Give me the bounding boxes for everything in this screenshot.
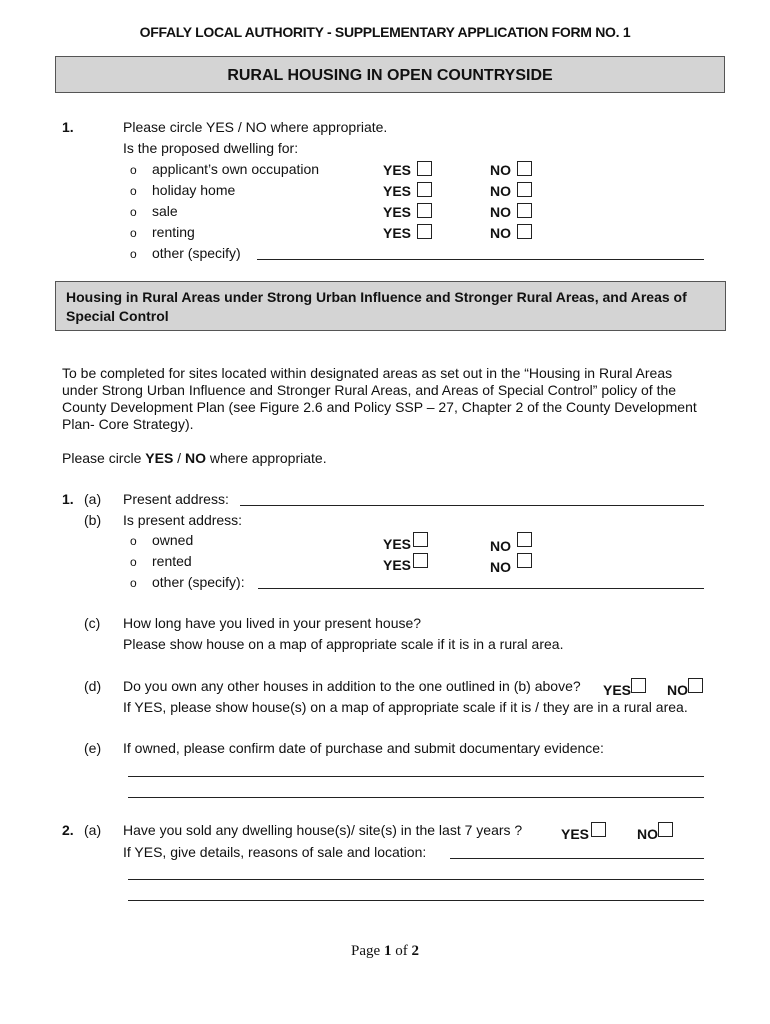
no-option[interactable]: NO — [490, 224, 532, 241]
bullet: o — [130, 576, 137, 590]
bullet: o — [130, 534, 137, 548]
item-label: owned — [152, 532, 194, 548]
no-option[interactable]: NO — [490, 161, 532, 178]
no-checkbox[interactable] — [517, 161, 532, 176]
answer-line[interactable] — [128, 900, 704, 901]
yes-option[interactable]: YES — [383, 203, 432, 220]
yes-checkbox[interactable] — [417, 203, 432, 218]
bullet: o — [130, 163, 137, 177]
sub-label: (d) — [84, 678, 102, 694]
no-checkbox[interactable] — [688, 678, 703, 693]
list-item — [130, 553, 192, 569]
yes-checkbox[interactable] — [417, 161, 432, 176]
present-address-field[interactable] — [240, 505, 704, 506]
yes-checkbox[interactable] — [631, 678, 646, 693]
no-option[interactable]: NO — [490, 532, 532, 554]
question-text: Have you sold any dwelling house(s)/ site(s) in the last 7 years ? — [123, 822, 523, 838]
no-option[interactable]: NO — [490, 203, 532, 220]
answer-line[interactable] — [128, 776, 704, 777]
question-text: How long have you lived in your present house? — [123, 615, 422, 631]
other-specify-field[interactable] — [257, 259, 704, 260]
item-label: renting — [152, 224, 195, 240]
sub-label: (c) — [84, 615, 101, 631]
question-number: 1. — [62, 491, 74, 507]
other-specify-field[interactable] — [258, 588, 704, 589]
no-option[interactable]: NO — [667, 678, 703, 698]
yes-checkbox[interactable] — [413, 532, 428, 547]
sub-label: (e) — [84, 740, 102, 756]
no-option[interactable]: NO — [490, 553, 532, 575]
answer-line[interactable] — [128, 879, 704, 880]
no-option[interactable]: NO — [637, 822, 673, 842]
bullet: o — [130, 184, 137, 198]
question-number: 2. — [62, 822, 74, 838]
yes-option[interactable]: YES — [383, 161, 432, 178]
item-label: applicant’s own occupation — [152, 161, 320, 177]
item-label: holiday home — [152, 182, 236, 198]
list-item — [130, 203, 178, 219]
section-title-urban-influence: Housing in Rural Areas under Strong Urban Influence and Stronger Rural Areas, and Areas of Special Control — [55, 281, 726, 331]
yes-checkbox[interactable] — [417, 224, 432, 239]
yes-checkbox[interactable] — [591, 822, 606, 837]
list-item — [130, 182, 235, 198]
no-checkbox[interactable] — [517, 182, 532, 197]
yes-checkbox[interactable] — [417, 182, 432, 197]
yes-checkbox[interactable] — [413, 553, 428, 568]
question-text: Present address: — [123, 491, 229, 507]
section-title-rural-housing: RURAL HOUSING IN OPEN COUNTRYSIDE — [55, 56, 725, 93]
list-item — [130, 161, 319, 177]
question-text: If YES, give details, reasons of sale and location: — [123, 844, 427, 860]
intro-paragraph: To be completed for sites located within designated areas as set out in the “Housing in Rural Areas under Strong Urban Influence and Stronger Rural Areas, and Areas of Special Control” policy of the County Development Plan (see Figure 2.6 and Policy SSP – 27, Chapter 2 of the County Development Plan- Core Strategy). — [62, 365, 697, 432]
no-checkbox[interactable] — [517, 532, 532, 547]
sub-label: (a) — [84, 491, 102, 507]
question-text: Is the proposed dwelling for: — [123, 140, 299, 156]
yes-option[interactable]: YES — [603, 678, 646, 698]
yes-option[interactable]: YES — [383, 182, 432, 199]
question-text: If owned, please confirm date of purchase and submit documentary evidence: — [123, 740, 604, 756]
list-item-other — [130, 245, 241, 261]
no-checkbox[interactable] — [517, 553, 532, 568]
bullet: o — [130, 226, 137, 240]
question-number: 1. — [62, 119, 74, 135]
no-checkbox[interactable] — [517, 224, 532, 239]
list-item — [130, 224, 195, 240]
yes-option[interactable]: YES — [383, 224, 432, 241]
question-text: Do you own any other houses in addition to the one outlined in (b) above? — [123, 678, 581, 694]
list-item — [130, 532, 193, 548]
instruction-text: Please circle YES / NO where appropriate. — [123, 119, 388, 135]
bullet: o — [130, 205, 137, 219]
item-label: sale — [152, 203, 178, 219]
yes-option[interactable]: YES — [383, 532, 428, 552]
no-checkbox[interactable] — [517, 203, 532, 218]
no-option[interactable]: NO — [490, 182, 532, 199]
bullet: o — [130, 247, 137, 261]
item-label: other (specify): — [152, 574, 245, 590]
page-number: Page 1 of 2 — [351, 943, 419, 959]
form-header: OFFALY LOCAL AUTHORITY - SUPPLEMENTARY APPLICATION FORM NO. 1 — [139, 24, 631, 40]
yes-option[interactable]: YES — [383, 553, 428, 573]
item-label: other (specify) — [152, 245, 241, 261]
sub-label: (b) — [84, 512, 102, 528]
question-text: If YES, please show house(s) on a map of appropriate scale if it is / they are in a rural area. — [123, 699, 688, 715]
question-text: Is present address: — [123, 512, 243, 528]
list-item-other — [130, 574, 245, 590]
sub-label: (a) — [84, 822, 102, 838]
answer-line[interactable] — [128, 797, 704, 798]
bullet: o — [130, 555, 137, 569]
yes-option[interactable]: YES — [561, 822, 606, 842]
instruction-text: Please circle YES / NO where appropriate. — [62, 450, 327, 466]
answer-line[interactable] — [450, 858, 704, 859]
question-text: Please show house on a map of appropriate scale if it is in a rural area. — [123, 636, 564, 652]
no-checkbox[interactable] — [658, 822, 673, 837]
item-label: rented — [152, 553, 192, 569]
